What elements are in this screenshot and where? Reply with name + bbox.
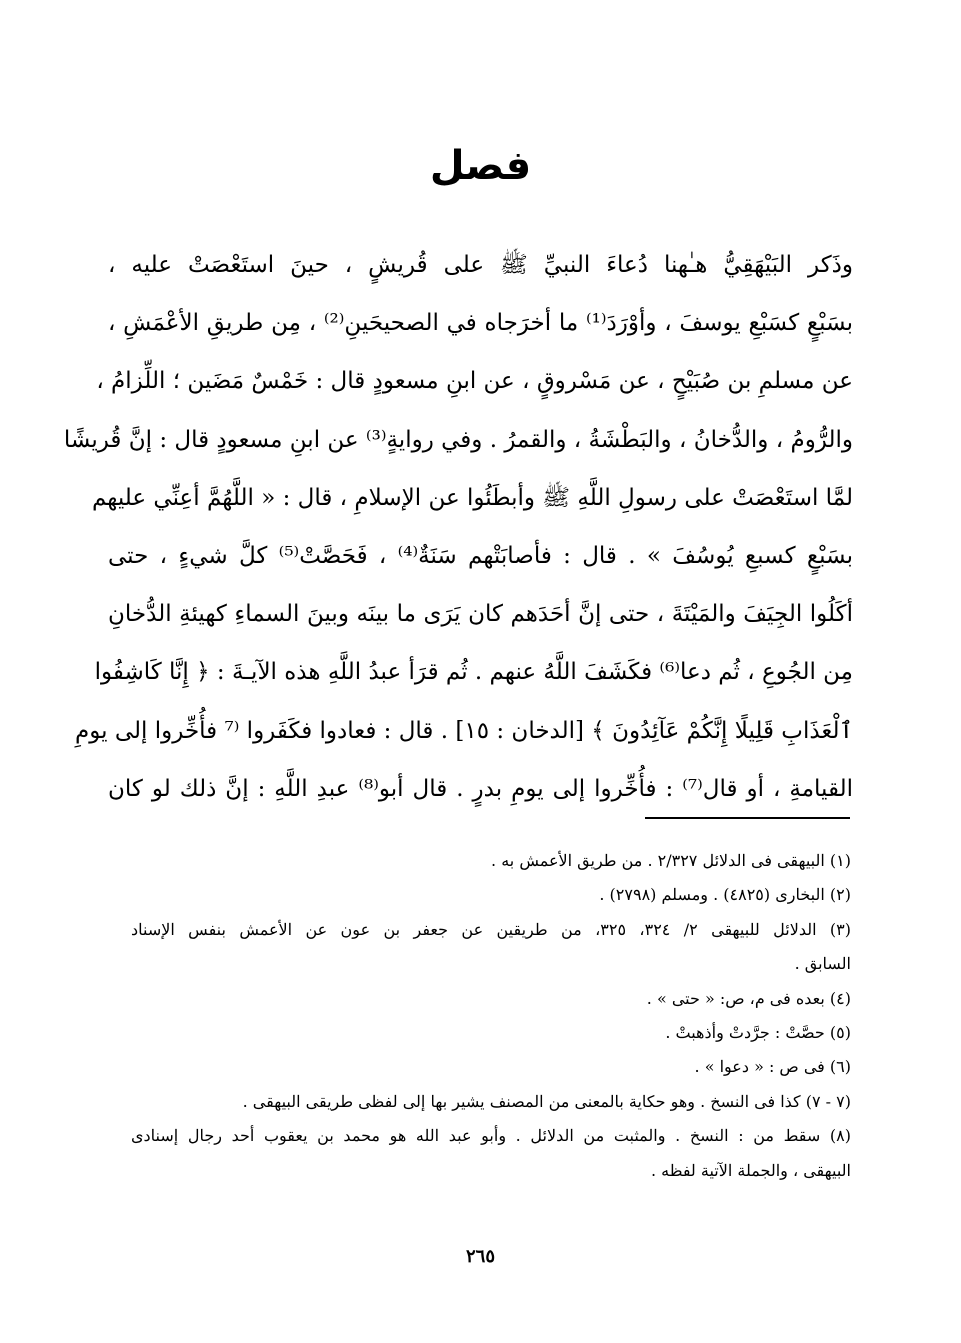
text-line: وذَكر البَيْهَقِيُّ هـٰهنا دُعاءَ النبيِّ ﷺ على قُريشٍ ، حينَ استَعْصَتْ عليه ، (108, 252, 853, 278)
text-line: عن مسلمِ بن صُبَيْحٍ ، عن مَسْروقٍ ، عن ابنِ مسعودٍ قال : خَمْسٌ مَضَين ؛ اللِّزامُ ، (96, 368, 853, 395)
text-line: ٱلْعَذَابِ قَلِيلًا إِنَّكُمْ عَآئِدُونَ ﴾ [الدخان : ١٥] . قال : فعادوا فكَفَروا ⁽⁷ فأُخِّروا إلى يومِ (75, 717, 853, 744)
footnote-5: (٥) حصَّتْ : جرَّدتْ وأذهبتْ . (665, 1022, 851, 1042)
footnote-4: (٤) بعده فى م، ص: « حتى » . (646, 988, 851, 1008)
footnotes (131, 844, 851, 1188)
text-line: لمَّا استَعْصَتْ على رسولِ اللَّهِ ﷺ وأبطَئُوا عن الإسلامِ ، قال : « اللَّهُمَّ أعِنِّي عليهم (91, 484, 853, 511)
footnote-6: (٦) فى ص : « دعوا » . (694, 1057, 851, 1077)
footnote-8: (٨) سقط من : النسخ . والمثبت من الدلائل . وأبو عبد الله هو محمد بن يعقوب أحد رجال إسنادى (131, 1126, 851, 1146)
page-number: ٢٦٥ (465, 1246, 495, 1267)
footnote-3: (٣) الدلائل للبيهقى ٢/ ٣٢٤، ٣٢٥، من طريقين عن جعفر بن عون عن الأعمش بنفس الإسناد (131, 919, 851, 939)
main-text (63, 236, 854, 818)
text-line: القيامةِ ، أو قال⁽⁷⁾ : فأُخِّروا إلى يومِ بدرٍ . قال أبو⁽⁸⁾ عبدِ اللَّهِ : إنَّ ذلك لو كان (108, 775, 853, 802)
footnote-7: (٧ - ٧) كذا فى النسخ . وهو حكاية بالمعنى من المصنف يشير بها إلى لفظى طريقى البيهقى . (242, 1091, 851, 1111)
section-title: فصل (429, 143, 532, 189)
text-line: أكَلُوا الجِيَفَ والمَيْتَةَ ، حتى إنَّ أحَدَهم كان يَرَى ما بينَه وبينَ السماءِ كهيئةِ الدُّخانِ (108, 601, 853, 628)
footnote-divider (645, 817, 850, 819)
footnote-8-continued: البيهقى ، والجملة الآتية لفظه . (650, 1160, 851, 1180)
text-line: بسَبْعٍ كسبعِ يُوسُفَ » . قال : فأصابَتْهم سَنَةٌ⁽⁴⁾ ، فَحَصَّتْ⁽⁵⁾ كلَّ شيءٍ ، حتى (108, 542, 853, 569)
text-line: والرُّومُ ، والدُّخانُ ، والبَطْشَةُ ، والقمرُ . وفي روايةٍ⁽³⁾ عن ابنِ مسعودٍ قال : إنَّ قُريشًا (63, 426, 853, 453)
text-line: بسَبْعٍ كسَبْعِ يوسفَ ، وأوْرَدَ⁽¹⁾ ما أخرَجاه في الصحيحَينِ⁽²⁾ ، مِن طريقِ الأعْمَشِ ، (108, 310, 854, 337)
footnote-2: (٢) البخارى (٤٨٢٥) . ومسلم (٢٧٩٨) . (599, 885, 851, 905)
text-line: مِن الجُوعِ ، ثُم دعا⁽⁶⁾ فكَشَفَ اللَّهُ عنهم . ثُم قرَأ عبدُ اللَّهِ هذه الآيـةَ : ﴿ إِنَّا كَاشِفُوا (94, 659, 853, 686)
footnote-3-continued: السابق . (794, 954, 851, 974)
footnote-1: (١) البيهقى فى الدلائل ٢/٣٢٧ . من طريق الأعمش به . (491, 851, 851, 870)
